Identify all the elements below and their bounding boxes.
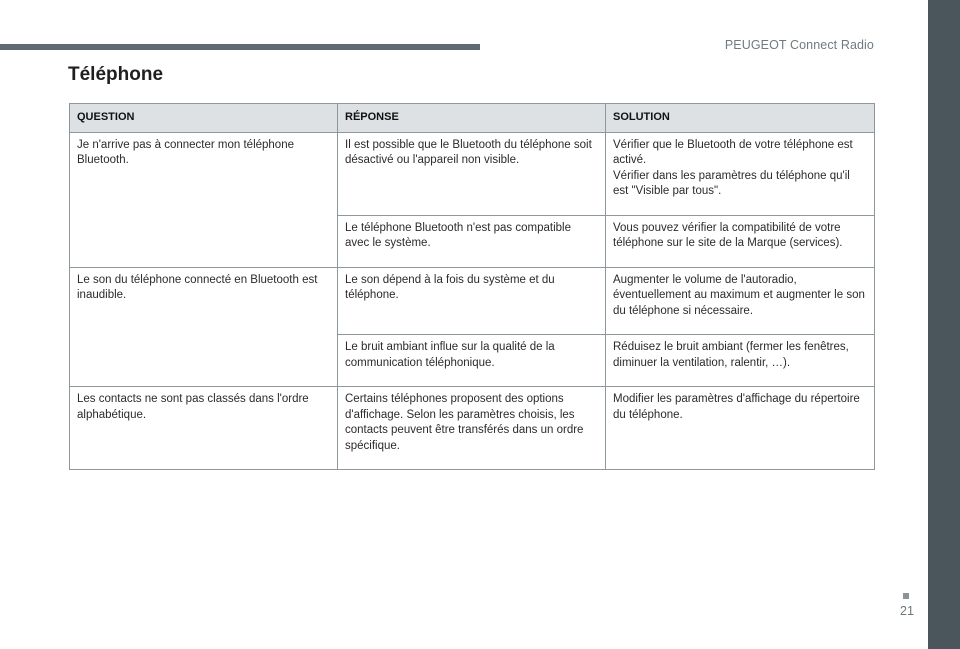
solution-line: Vous pouvez vérifier la compatibilité de votre téléphone sur le site de la Marque (services). — [613, 221, 843, 249]
solution-cell — [606, 387, 875, 470]
solution-cell — [606, 267, 875, 335]
table-row — [70, 267, 875, 335]
solution-line: Vérifier que le Bluetooth de votre téléphone est activé. — [613, 138, 853, 166]
header-rule — [0, 44, 480, 50]
solution-line: Vérifier dans les paramètres du téléphone qu'il est "Visible par tous". — [613, 169, 850, 197]
solution-line: Réduisez le bruit ambiant (fermer les fenêtres, diminuer la ventilation, ralentir, …). — [613, 341, 849, 369]
answer-cell: Le son dépend à la fois du système et du téléphone. — [338, 267, 606, 335]
question-cell: Les contacts ne sont pas classés dans l'ordre alphabétique. — [70, 387, 338, 470]
answer-cell: Le bruit ambiant influe sur la qualité de la communication téléphonique. — [338, 335, 606, 387]
column-header-question: QUESTION — [70, 104, 338, 133]
solution-cell — [606, 132, 875, 215]
question-cell: Je n'arrive pas à connecter mon téléphone Bluetooth. — [70, 132, 338, 267]
column-header-answer: RÉPONSE — [338, 104, 606, 133]
table-header-row — [70, 104, 875, 133]
table-row — [70, 387, 875, 470]
page-marker-icon — [903, 593, 909, 599]
table-row — [70, 132, 875, 215]
answer-cell: Certains téléphones proposent des options d'affichage. Selon les paramètres choisis, les contacts peuvent être transférés dans un ordre spécifique. — [338, 387, 606, 470]
page-sidebar — [928, 0, 960, 649]
page-number: 21 — [900, 604, 914, 618]
header-brand: PEUGEOT Connect Radio — [724, 38, 874, 52]
solution-line: Augmenter le volume de l'autoradio, éventuellement au maximum et augmenter le son du téléphone si nécessaire. — [613, 273, 865, 317]
column-header-solution: SOLUTION — [606, 104, 875, 133]
answer-cell: Il est possible que le Bluetooth du téléphone soit désactivé ou l'appareil non visible. — [338, 132, 606, 215]
solution-cell — [606, 335, 875, 387]
answer-cell: Le téléphone Bluetooth n'est pas compatible avec le système. — [338, 215, 606, 267]
solution-cell — [606, 215, 875, 267]
solution-line: Modifier les paramètres d'affichage du répertoire du téléphone. — [613, 393, 860, 421]
page-title: Téléphone — [68, 64, 164, 85]
troubleshooting-table — [69, 103, 875, 470]
question-cell: Le son du téléphone connecté en Bluetooth est inaudible. — [70, 267, 338, 387]
